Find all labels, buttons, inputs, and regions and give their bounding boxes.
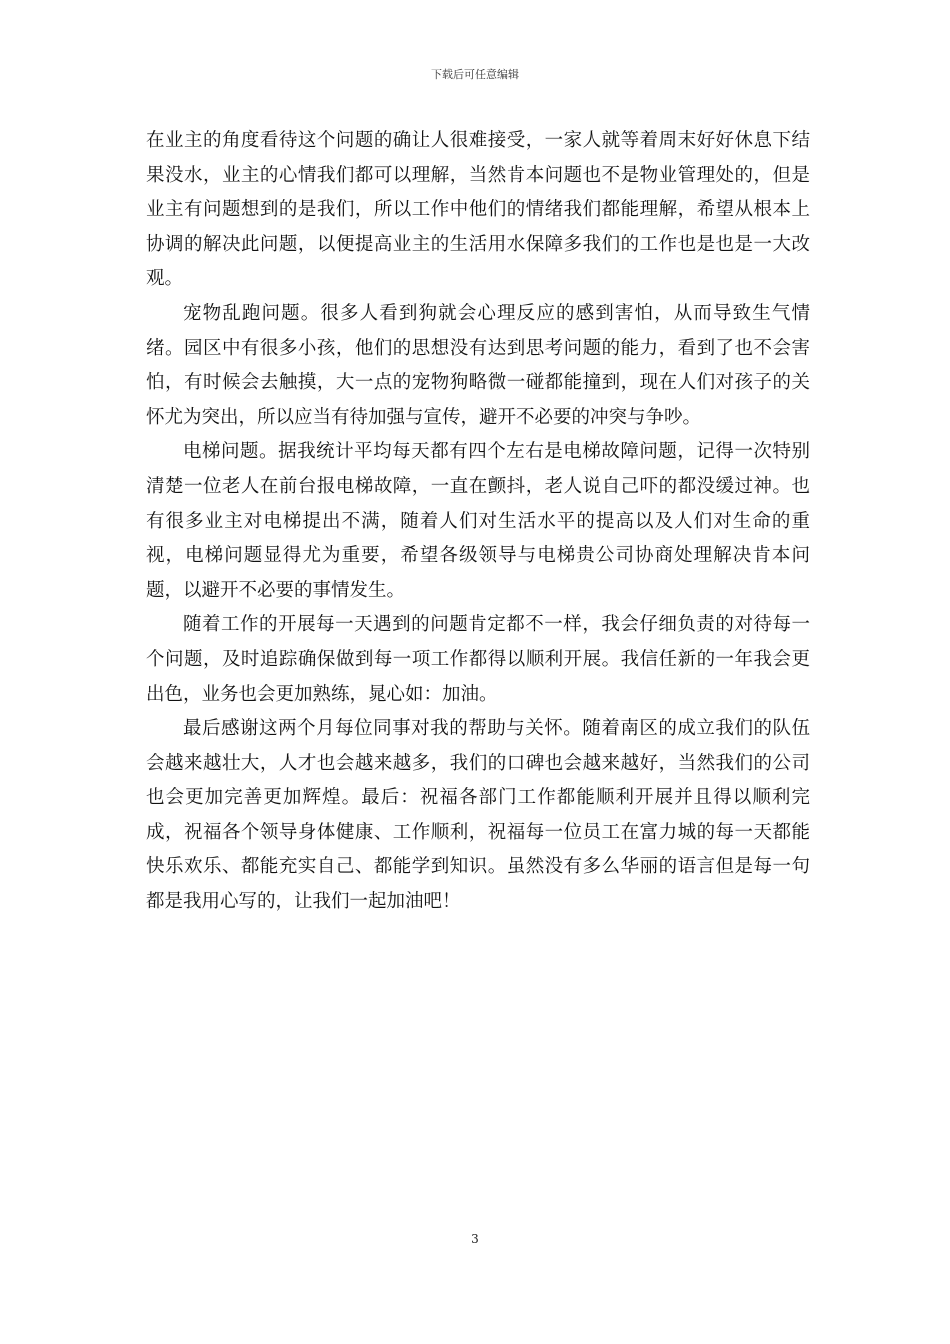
paragraph-closing-thanks: 最后感谢这两个月每位同事对我的帮助与关怀。随着南区的成立我们的队伍会越来越壮大，人才也会越来越多，我们的口碑也会越来越好，当然我们的公司也会更加完善更加辉煌。最后：祝福各部门工作都能顺利开展并且得以顺利完成，祝福各个领导身体健康、工作顺利，祝福每一位员工在富力城的每一天都能快乐欢乐、都能充实自己、都能学到知识。虽然没有多么华丽的语言但是每一句都是我用心写的，让我们一起加油吧！ — [146, 718, 810, 913]
page-header: 下载后可任意编辑 — [431, 68, 519, 81]
page-number: 3 — [471, 1232, 479, 1246]
paragraph-pet-issue: 宠物乱跑问题。很多人看到狗就会心理反应的感到害怕，从而导致生气情绪。园区中有很多小孩，他们的思想没有达到思考问题的能力，看到了也不会害怕，有时候会去触摸，大一点的宠物狗略微一碰都能撞到，现在人们对孩子的关怀尤为突出，所以应当有待加强与宣传，避开不必要的冲突与争吵。 — [146, 302, 810, 428]
paragraph-continuation: 在业主的角度看待这个问题的确让人很难接受，一家人就等着周末好好休息下结果没水，业主的心情我们都可以理解，当然肯本问题也不是物业管理处的，但是业主有问题想到的是我们，所以工作中他们的情绪我们都能理解，希望从根本上协调的解决此问题，以便提高业主的生活用水保障多我们的工作也是也是一大改观。 — [146, 130, 810, 290]
document-body — [146, 124, 810, 920]
paragraph-work-outlook: 随着工作的开展每一天遇到的问题肯定都不一样，我会仔细负责的对待每一个问题，及时追踪确保做到每一项工作都得以顺利开展。我信任新的一年我会更出色，业务也会更加熟练，晁心如：加油。 — [146, 614, 810, 705]
paragraph-elevator-issue: 电梯问题。据我统计平均每天都有四个左右是电梯故障问题，记得一次特别清楚一位老人在前台报电梯故障，一直在颤抖，老人说自己吓的都没缓过神。也有很多业主对电梯提出不满，随着人们对生活水平的提高以及人们对生命的重视，电梯问题显得尤为重要，希望各级领导与电梯贵公司协商处理解决肯本问题，以避开不必要的事情发生。 — [146, 441, 810, 601]
